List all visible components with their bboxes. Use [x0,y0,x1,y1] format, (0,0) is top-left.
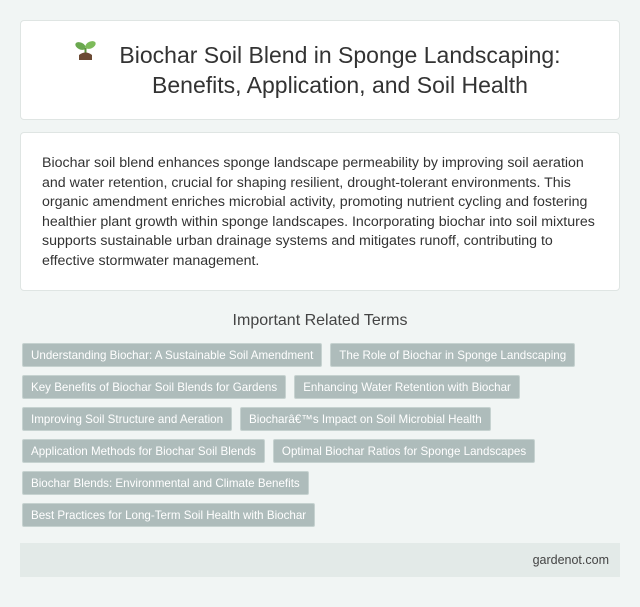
term-tag[interactable]: Biocharâ€™s Impact on Soil Microbial Health [240,407,491,431]
title-card [20,20,620,120]
term-tag[interactable]: Optimal Biochar Ratios for Sponge Landscapes [273,439,535,463]
term-row [22,375,622,399]
page-title: Biochar Soil Blend in Sponge Landscaping: Benefits, Application, and Soil Health [119,42,561,98]
footer [20,543,620,577]
term-tag[interactable]: Understanding Biochar: A Sustainable Soil Amendment [22,343,322,367]
term-tag[interactable]: Key Benefits of Biochar Soil Blends for Gardens [22,375,286,399]
title-wrap [70,40,570,100]
term-row [22,343,622,367]
related-terms-heading: Important Related Terms [232,312,408,329]
term-tag[interactable]: Biochar Blends: Environmental and Climate Benefits [22,471,309,495]
term-row [22,439,622,463]
summary-card [20,132,620,291]
term-tag[interactable]: The Role of Biochar in Sponge Landscaping [330,343,575,367]
footer-site-link[interactable]: gardenot.com [532,553,609,567]
term-tag[interactable]: Enhancing Water Retention with Biochar [294,375,520,399]
term-tag[interactable]: Improving Soil Structure and Aeration [22,407,232,431]
term-tag[interactable]: Best Practices for Long-Term Soil Health with Biochar [22,503,315,527]
sprout-icon [70,36,106,66]
term-tag[interactable]: Application Methods for Biochar Soil Blends [22,439,265,463]
term-row [22,471,622,495]
summary-text: Biochar soil blend enhances sponge landscape permeability by improving soil aeration and water retention, crucial for shaping resilient, drought-tolerant environments. This organic amendment enriches microbial activity, promoting nutrient cycling and fostering healthier plant growth within sponge landscapes. Incorporating biochar into soil mixtures supports sustainable urban drainage systems and mitigates runoff, contributing to effective stormwater management. [42,155,595,269]
related-terms-list [22,343,622,535]
term-row [22,407,622,431]
term-row [22,503,622,527]
